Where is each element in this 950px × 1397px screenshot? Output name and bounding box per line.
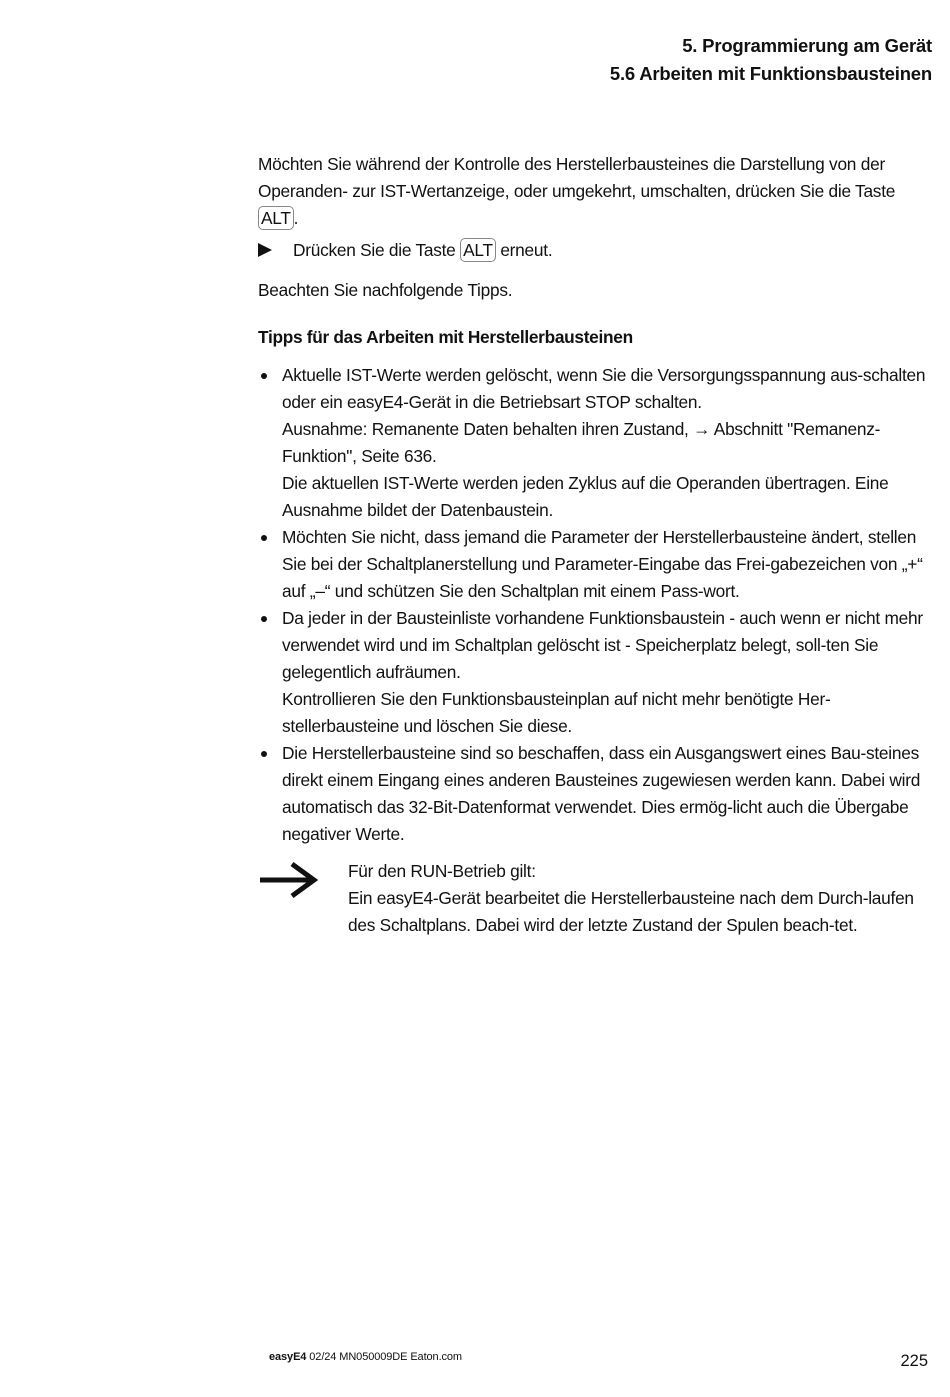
footer-meta: 02/24 MN050009DE Eaton.com (306, 1351, 463, 1363)
page-content (258, 151, 932, 939)
tips-heading: Tipps für das Arbeiten mit Herstellerbausteinen (258, 327, 633, 347)
bullet-icon (261, 751, 267, 757)
chapter-title: 5. Programmierung am Gerät (682, 35, 932, 56)
page-number: 225 (900, 1352, 928, 1370)
alt-key: ALT (460, 238, 496, 262)
footer-product: easyE4 (269, 1351, 307, 1363)
intro-paragraph: Möchten Sie während der Kontrolle des Herstellerbausteines die Darstellung von der Operanden- zur IST-Wertanzeige, oder umgekehrt, umschalten, drücken Sie die Taste ALT . (258, 154, 896, 228)
instruction-step: Drücken Sie die Taste ALT erneut. (258, 237, 932, 264)
tip-item: Da jeder in der Bausteinliste vorhandene Funktionsbaustein - auch wenn er nicht mehr verwendet wird und im Schaltplan gelöscht ist - Speicherplatz belegt, soll-ten Sie gelegentlich aufräumen. Kontrollieren Sie den Funktionsbausteinplan auf nicht mehr benötigte Her-stellerbausteine und löschen Sie diese. (258, 605, 932, 740)
tip-item: Aktuelle IST-Werte werden gelöscht, wenn Sie die Versorgungsspannung aus-schalten oder ein easyE4-Gerät in die Betriebsart STOP schalten. Ausnahme: Remanente Daten behalten ihren Zustand, → Abschnitt "Remanenz-Funktion", Seite 636. Die aktuellen IST-Werte werden jeden Zyklus auf die Operanden übertragen. Eine Ausnahme bildet der Datenbaustein. (258, 362, 932, 524)
step-triangle-icon (258, 243, 272, 257)
arrow-note-text: Ein easyE4-Gerät bearbeitet die Herstellerbausteine nach dem Durch-laufen des Schaltplans. Dabei wird der letzte Zustand der Spulen beach-tet. (348, 888, 914, 935)
arrow-right-icon (258, 859, 320, 899)
tip-item: Die Herstellerbausteine sind so beschaffen, dass ein Ausgangswert eines Bau-steines direkt einem Eingang eines anderen Bausteines zugewiesen werden kann. Dabei wird automatisch das 32-Bit-Datenformat verwendet. Dies ermög-licht auch die Übergabe negativer Werte. (258, 740, 932, 848)
tip-item: Möchten Sie nicht, dass jemand die Parameter der Herstellerbausteine ändert, stellen Sie bei der Schaltplanerstellung und Parameter-Eingabe das Frei-gabezeichen von „+“ auf „–“ und schützen Sie den Schaltplan mit einem Pass-wort. (258, 524, 932, 605)
alt-key: ALT (258, 206, 294, 230)
page-header (610, 32, 932, 88)
note-paragraph: Beachten Sie nachfolgende Tipps. (258, 280, 513, 300)
bullet-icon (261, 616, 267, 622)
section-title: 5.6 Arbeiten mit Funktionsbausteinen (609, 63, 932, 84)
arrow-note-title: Für den RUN-Betrieb gilt: (348, 861, 536, 881)
page-footer (269, 1351, 462, 1363)
tips-list (258, 362, 932, 848)
bullet-icon (261, 373, 267, 379)
arrow-note (258, 858, 932, 939)
bullet-icon (261, 535, 267, 541)
